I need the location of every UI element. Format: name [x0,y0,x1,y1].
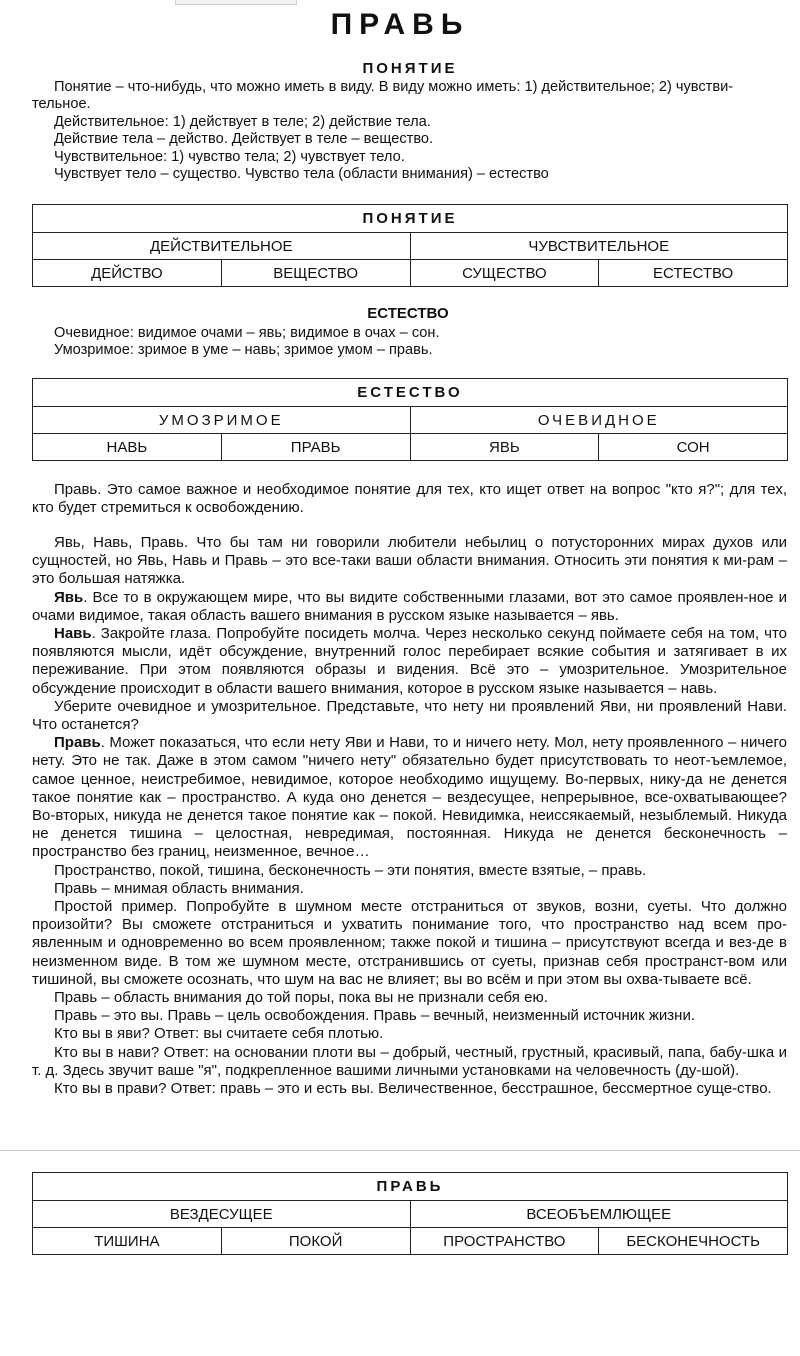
table-cell: БЕСКОНЕЧНОСТЬ [599,1228,788,1255]
term-yav: Явь [54,588,84,606]
term-prav: Правь [54,734,101,752]
table-group-cell: ЧУВСТВИТЕЛЬНОЕ [410,233,788,260]
table-head: ПОНЯТИЕ [33,205,788,233]
text-line: Действие тела – действо. Действует в теле – вещество. [54,131,434,148]
paragraph: Правь – это вы. Правь – цель освобождения. Правь – вечный, неизменный источник жизни. [54,1007,695,1025]
table-group-cell: ВСЕОБЪЕМЛЮЩЕЕ [410,1201,788,1228]
section-divider [0,1150,800,1151]
table-cell: ДЕЙСТВО [33,260,222,287]
paragraph-text: . Может показаться, что если нету Яви и Нави, то и ничего нету. Мол, нету проявленного – ничего нету. Это не так. Даже в этом самом "ничего нету" обязательно будет присутствовать то неот-ъемлемое, самое ценное, неистребимое, невидимое, которое необходимо ищущему. Во-первых, нику-да не денется такое понятие как – пространство. А куда оно денется – вездесущее, непрерывное, все-охватывающее? Во-вторых, никуда не денется такое понятие как – покой. Невидимка, неиссякаемый, незыблемый. Никуда не денется тишина – целостная, невредимая, постоянная. Никуда не денется бесконечность – пространство без границ, неизменное, вечное… [32,734,787,861]
section-ponyatie-text [32,79,787,183]
paragraph: Кто вы в прави? Ответ: правь – это и есть вы. Величественное, бесстрашное, бессмертное суще-ство. [54,1080,772,1098]
paragraph: Кто вы в яви? Ответ: вы считаете себя плотью. [54,1025,384,1043]
section-heading-estestvo: ЕСТЕСТВО [367,305,449,322]
table-estestvo [32,378,788,461]
table-cell: СОН [599,434,788,461]
toolbar-tab-edge [175,0,297,5]
table-head: ЕСТЕСТВО [33,379,788,407]
table-group-cell: УМОЗРИМОЕ [33,407,411,434]
text-line: Действительное: 1) действует в теле; 2) действие тела. [54,113,431,130]
table-cell: ЕСТЕСТВО [599,260,788,287]
table-cell: ТИШИНА [33,1228,222,1255]
paragraph: Явь, Навь, Правь. Что бы там ни говорили любители небылиц о потусторонних мирах духов или сущностей, но Явь, Навь и Правь – это все-таки ваши области внимания. Относить эти понятия к ми-рам – это большая натяжка. [32,534,787,588]
table-prav [32,1172,788,1255]
table-head: ПРАВЬ [33,1173,788,1201]
paragraph: Пространство, покой, тишина, бесконечность – эти понятия, вместе взятые, – правь. [54,861,647,879]
table-cell: НАВЬ [33,434,222,461]
text-line: Очевидное: видимое очами – явь; видимое в очах – сон. [54,325,440,341]
paragraph: Правь – область внимания до той поры, пока вы не признали себя ею. [54,989,548,1007]
table-cell: ВЕЩЕСТВО [221,260,410,287]
paragraph: Кто вы в нави? Ответ: на основании плоти вы – добрый, честный, грустный, красивый, папа, бабу-шка и т. д. Здесь звучит ваше "я", подкрепленное вашими личными установками на человечность (ду-шой). [32,1043,787,1079]
paragraph-text: . Все то в окружающем мире, что вы видите собственными глазами, вот это самое проявлен-ное и очами видимое, такая область вашего внимания в русском языке называется – явь. [32,588,787,624]
text-line: Чувствует тело – существо. Чувство тела (области внимания) – естество [54,166,549,183]
table-cell: СУЩЕСТВО [410,260,599,287]
term-nav: Навь [54,625,92,643]
paragraph: Уберите очевидное и умозрительное. Представьте, что нету ни проявлений Яви, ни проявлений Нави. Что останется? [32,697,787,734]
paragraph: Простой пример. Попробуйте в шумном месте отстраниться от звуков, возни, суеты. Что должно произойти? Вы сможете отстраниться и ухватить понимание того, что пространство над всем про-явленным и одновременно во всем проявленном; также покой и тишина – присутствуют всегда и вез-де в неизменном виде. В том же шумном месте, отстранившись от суеты, признав себя пространст-вом или тишиной, вы сможете осознать, что шум на вас не влияет; вы во всём и при этом вы охва-тываете всё. [32,898,787,988]
table-group-cell: ВЕЗДЕСУЩЕЕ [33,1201,411,1228]
table-cell: ЯВЬ [410,434,599,461]
main-text [32,534,787,1098]
paragraph: Правь – мнимая область внимания. [54,879,304,897]
paragraph-prav [32,734,787,861]
intro-paragraph [32,481,787,517]
section-heading-ponyatie: ПОНЯТИЕ [362,60,458,77]
paragraph: Правь. Это самое важное и необходимое понятие для тех, кто ищет ответ на вопрос "кто я?"; для тех, кто будет стремиться к освобождению. [32,481,787,517]
table-cell: ПОКОЙ [221,1228,410,1255]
table-ponyatie [32,204,788,287]
table-cell: ПРАВЬ [221,434,410,461]
section-estestvo-text [32,325,787,360]
paragraph-yav [32,589,787,625]
paragraph-nav [32,625,787,698]
table-cell: ПРОСТРАНСТВО [410,1228,599,1255]
page-title: ПРАВЬ [330,8,470,41]
text-line: Умозримое: зримое в уме – навь; зримое умом – правь. [54,342,433,359]
text-line: Понятие – что-нибудь, что можно иметь в виду. В виду можно иметь: 1) действительное; 2) чувстви-тельное. [32,79,734,113]
table-group-cell: ОЧЕВИДНОЕ [410,407,788,434]
table-group-cell: ДЕЙСТВИТЕЛЬНОЕ [33,233,411,260]
paragraph-text: . Закройте глаза. Попробуйте посидеть молча. Через несколько секунд поймаете себя на том, что появляются мысли, идёт обсуждение, внутренний голос перебирает всякие события и затягивает в их переживание. При этом появляются образы и видения. Всё это – умозрительное. Умозрительное обсуждение происходит в области вашего внимания, которое в русском языке называется – навь. [32,625,787,697]
text-line: Чувствительное: 1) чувство тела; 2) чувствует тело. [54,148,405,165]
